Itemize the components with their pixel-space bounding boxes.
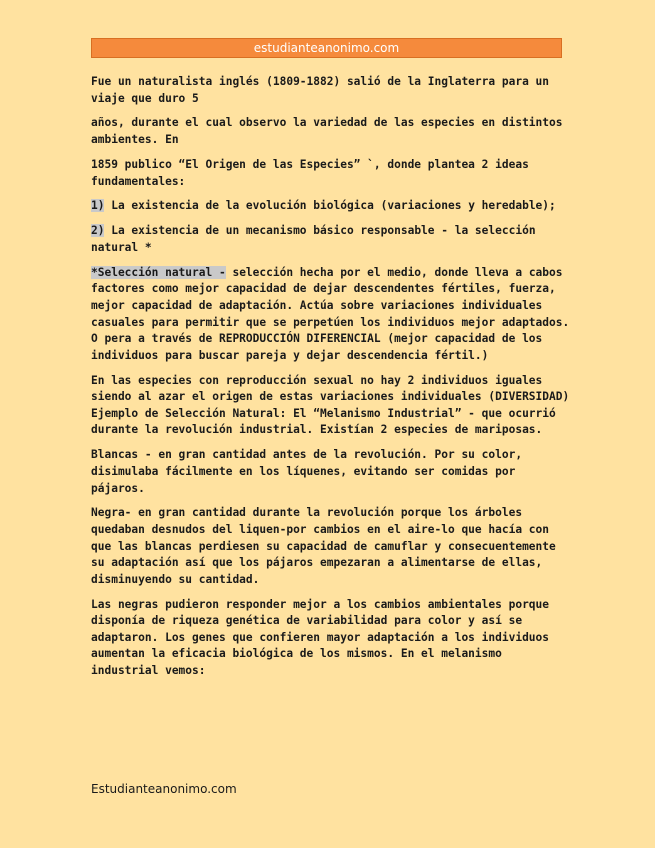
- paragraph-conclusion: Las negras pudieron responder mejor a los cambios ambientales porque disponía de riqueza genética de variabilidad para color y así se adaptaron. Los genes que confieren mayor adaptación a los individuos aumentan la eficacia biológica de los mismos. En el melanismo industrial vemos:: [91, 597, 550, 678]
- paragraph-melanism-example: Ejemplo de Selección Natural: El “Melanismo Industrial” - que ocurrió durante la revolución industrial. Existían 2 especies de mariposas.: [91, 406, 556, 437]
- paragraph-idea-1: [91, 198, 571, 215]
- header-site-name: estudianteanonimo.com: [253, 41, 400, 55]
- paragraph-voyage: años, durante el cual observo la variedad de las especies en distintos ambientes. En: [91, 116, 563, 147]
- site-header-bar: [91, 38, 562, 58]
- idea-1-text: La existencia de la evolución biológica (variaciones y heredable);: [104, 199, 556, 213]
- idea-2-number: 2): [91, 224, 105, 238]
- paragraph-publication: 1859 publico “El Origen de las Especies” `, donde plantea 2 ideas fundamentales:: [91, 157, 529, 188]
- paragraph-white-moths: Blancas - en gran cantidad antes de la revolución. Por su color, disimulaba fácilmente en los líquenes, evitando ser comidas por pájaros.: [91, 448, 523, 495]
- footer-site-name: Estudianteanonimo.com: [91, 782, 237, 796]
- paragraph-black-moths: Negra- en gran cantidad durante la revolución porque los árboles quedaban desnudos del liquen-por cambios en el aire-lo que hacía con que las blancas perdiesen su capacidad de camuflar y consecuentemente su adaptación así que los pájaros empezaran a alimentarse de ellas, disminuyendo su cantidad.: [91, 506, 556, 586]
- page-footer: [91, 782, 237, 796]
- natural-selection-term: *Selección natural -: [91, 265, 226, 279]
- paragraph-sexual-reproduction: En las especies con reproducción sexual no hay 2 individuos iguales siendo al azar el origen de estas variaciones individuales (DIVERSIDAD): [91, 373, 570, 404]
- idea-1-number: 1): [91, 199, 105, 213]
- paragraph-intro: Fue un naturalista inglés (1809-1882) salió de la Inglaterra para un viaje que duro 5: [91, 75, 550, 105]
- natural-selection-definition: selección hecha por el medio, donde lleva a cabos factores como mejor capacidad de dejar descendentes fértiles, fuerza, mejor capacidad de adaptación. Actúa sobre variaciones individuales casuales para permitir que se perpetúen los individuos mejor adaptados. O pera a través de REPRODUCCIÓN DIFERENCIAL (mejor capacidad de los individuos para buscar pareja y dejar descendencia fértil.): [91, 265, 570, 362]
- document-body: [91, 74, 571, 688]
- paragraph-natural-selection: [91, 265, 571, 365]
- idea-2-text: La existencia de un mecanismo básico responsable - la selección natural *: [91, 224, 536, 254]
- paragraph-idea-2: [91, 223, 571, 256]
